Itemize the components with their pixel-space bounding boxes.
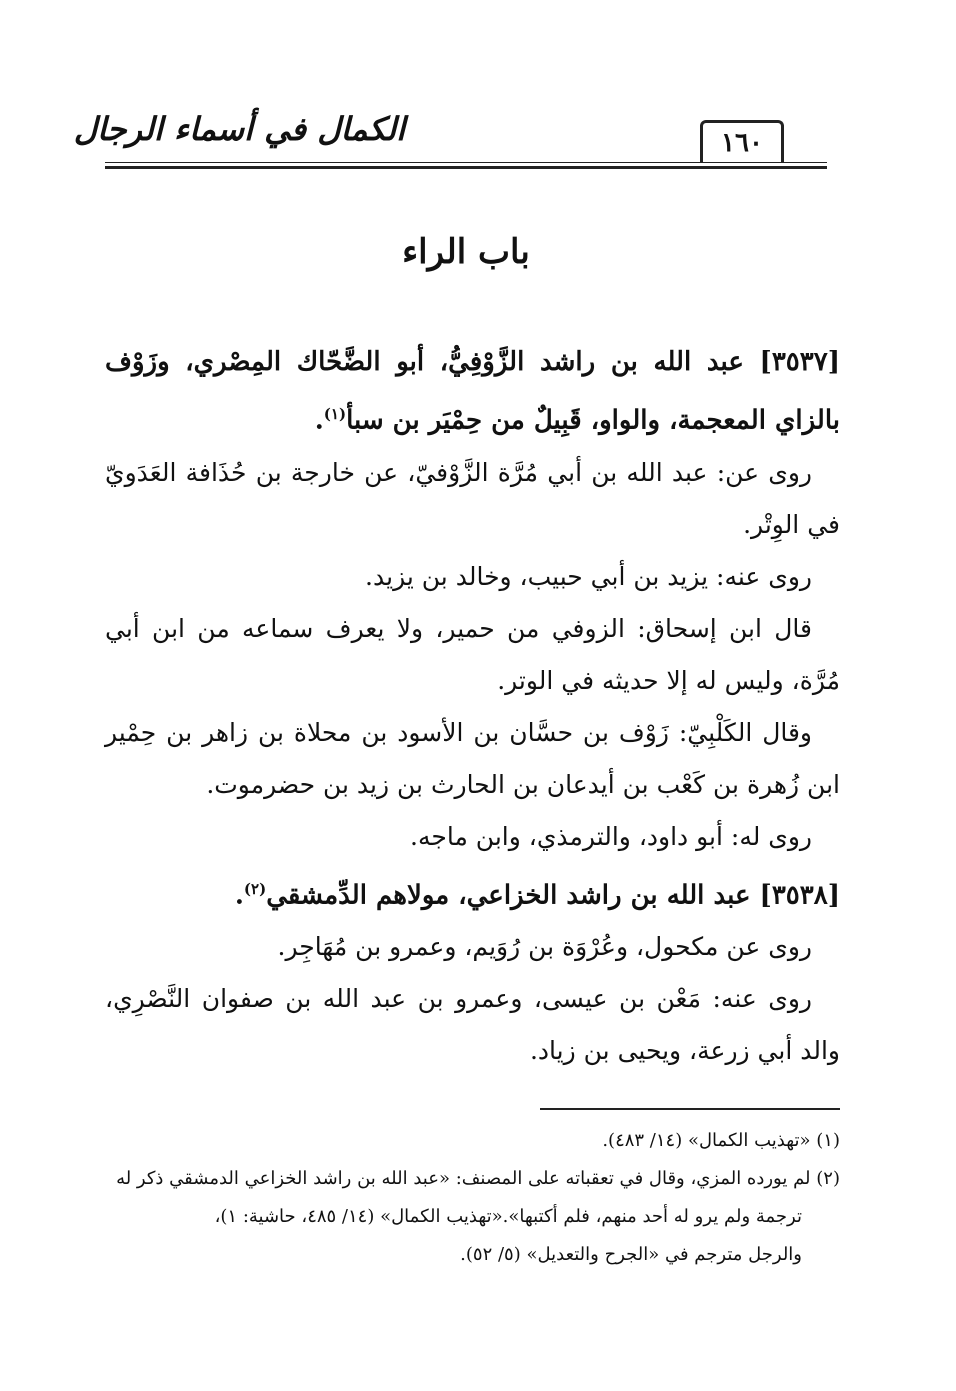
paragraph: روى عنه: مَعْن بن عيسى، وعمرو بن عبد الله بن صفوان النَّصْرِي، والد أبي زرعة، ويحيى بن زياد.	[105, 984, 840, 1066]
paragraph: روى عن مكحول، وعُرْوَة بن رُوَيم، وعمرو بن مُهَاجِر.	[277, 932, 812, 962]
paragraph: روى عن: عبد الله بن أبي مُرَّة الزَّوْفيّ، عن خارجة بن حُذَافة العَدَويّ في الوِتْر.	[105, 457, 840, 539]
footnote-2: (٢) لم يورده المزي، وقال في تعقباته على المصنف: «عبد الله بن راشد الخزاعي الدمشقي ذكر له	[116, 1168, 840, 1189]
entry-title-text: [٣٥٣٨] عبد الله بن راشد الخزاعي، مولاهم الدِّمشقي	[266, 880, 840, 911]
entry-title-3538	[105, 863, 840, 922]
footnote-ref-2: (٢)	[243, 879, 267, 898]
body-text	[105, 336, 840, 1077]
header-rule-thin	[105, 162, 827, 163]
footnote-ref-1: (١)	[323, 405, 347, 423]
footnotes	[105, 1122, 840, 1274]
footnote-rule	[540, 1108, 840, 1110]
paragraph: روى له: أبو داود، والترمذي، وابن ماجه.	[410, 821, 812, 851]
entry-title-end: .	[314, 405, 324, 436]
header-rule	[105, 166, 827, 169]
running-title: الكمال في أسماء الرجال	[73, 110, 405, 148]
paragraph: وقال الكَلْبِيّ: زَوْف بن حسَّان بن الأسود بن محلاة بن زاهر بن حِمْير ابن زُهرة بن كَعْب بن أيدعان بن الحارث بن زيد بن حضرموت.	[105, 717, 840, 799]
footnote-2-cont: والرجل مترجم في «الجرح والتعديل» (٥/ ٥٢).	[460, 1244, 802, 1265]
footnote-1: (١) «تهذيب الكمال» (١٤/ ٤٨٣).	[602, 1130, 840, 1151]
page-number: ١٦٠	[700, 120, 784, 163]
entry-title-3537	[105, 336, 840, 447]
footnote-2-cont: ترجمة ولم يرو له أحد منهم، فلم أكتبها».«تهذيب الكمال» (١٤/ ٤٨٥، حاشية: ١)،	[214, 1206, 802, 1227]
entry-title-text: [٣٥٣٧] عبد الله بن راشد الزَّوْفِيُّ، أبو الضَّحّاك المِصْري، وزَوْف بالزاي المعجمة، والواو، قَبِيلٌ من حِمْيَر بن سبأ	[105, 347, 840, 436]
entry-title-end: .	[234, 880, 244, 911]
chapter-title: باب الراء	[402, 232, 530, 272]
paragraph: قال ابن إسحاق: الزوفي من حمير، ولا يعرف سماعه من ابن أبي مُرَّة، وليس له إلا حديثه في الوتر.	[105, 613, 840, 695]
paragraph: روى عنه: يزيد بن أبي حبيب، وخالد بن يزيد.	[365, 561, 812, 591]
